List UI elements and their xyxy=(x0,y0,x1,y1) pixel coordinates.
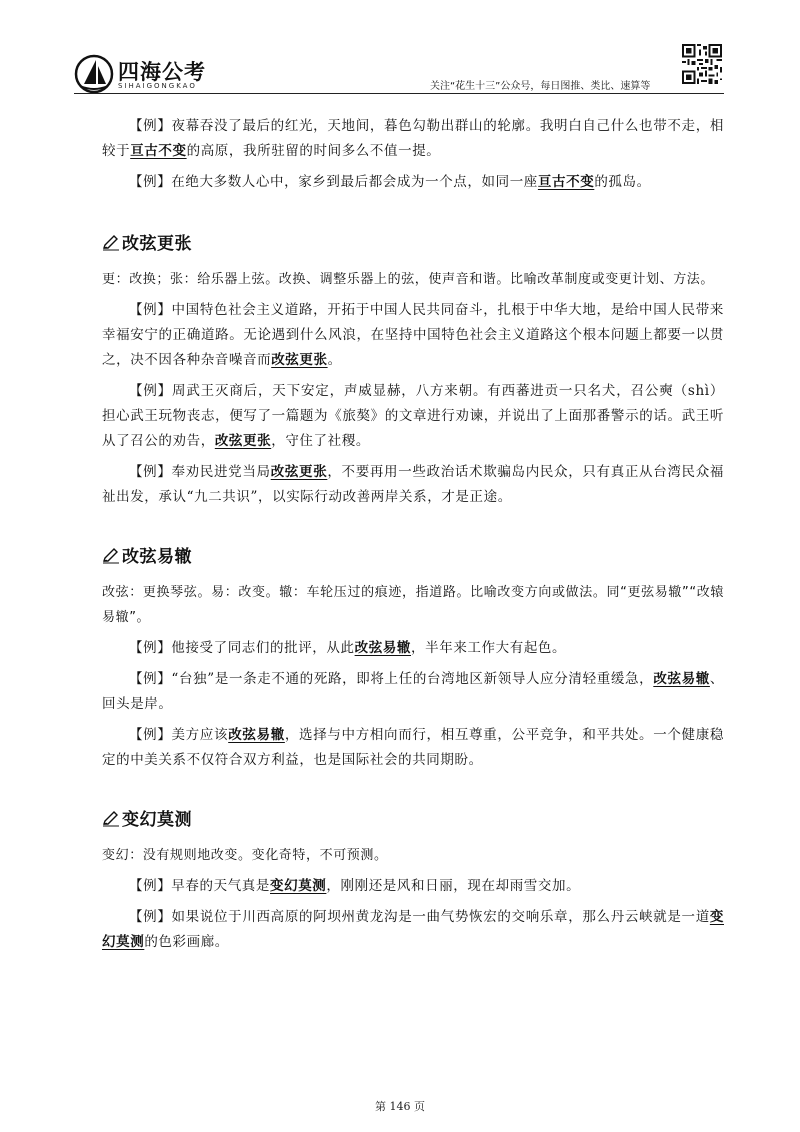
idiom-section xyxy=(102,807,724,955)
example-paragraph: 【例】在绝大多数人心中，家乡到最后都会成为一个点，如同一座亘古不变的孤岛。 xyxy=(129,174,651,190)
example-paragraph: 【例】周武王灭商后，天下安定，声威显赫，八方来朝。有西蕃进贡一只名犬，召公奭（shì）担心武王玩物丧志，便写了一篇题为《旅獒》的文章进行劝谏，并说出了上面那番警示的话。武王听从了召公的劝告，改弦更张，守住了社稷。 xyxy=(102,383,724,449)
logo-subtitle: SIHAIGONGKAO xyxy=(118,82,197,90)
section-title: 变幻莫测 xyxy=(102,807,724,833)
section-title: 改弦更张 xyxy=(102,231,724,257)
qr-code-icon xyxy=(682,44,722,84)
page-number: 第 146 页 xyxy=(375,1100,425,1113)
page-content xyxy=(102,114,724,965)
intro-examples xyxy=(102,114,724,195)
example-paragraph: 【例】夜幕吞没了最后的红光，天地间，暮色勾勒出群山的轮廓。我明白自己什么也带不走，相较于亘古不变的高原，我所驻留的时间多么不值一提。 xyxy=(102,118,724,159)
idiom-keyword: 改弦易辙 xyxy=(653,671,710,687)
pencil-icon xyxy=(102,548,120,564)
idiom-keyword: 改弦更张 xyxy=(270,464,328,480)
example-paragraph: 【例】中国特色社会主义道路，开拓于中国人民共同奋斗，扎根于中华大地，是给中国人民带来幸福安宁的正确道路。无论遇到什么风浪，在坚持中国特色社会主义道路这个根本问题上都要一以贯之，决不因各种杂音噪音而改弦更张。 xyxy=(102,302,724,368)
sailboat-logo-icon xyxy=(74,54,114,94)
idiom-keyword: 亘古不变 xyxy=(537,174,595,190)
example-paragraph: 【例】早春的天气真是变幻莫测，刚刚还是风和日丽，现在却雨雪交加。 xyxy=(129,878,581,894)
definition-paragraph: 更：改换；张：给乐器上弦。改换、调整乐器上的弦，使声音和谐。比喻改革制度或变更计划、方法。 xyxy=(102,272,715,287)
idiom-keyword: 改弦更张 xyxy=(214,433,272,449)
idiom-keyword: 亘古不变 xyxy=(130,143,187,159)
brand-logo xyxy=(74,54,234,98)
example-paragraph: 【例】美方应该改弦易辙，选择与中方相向而行，相互尊重，公平竞争，和平共处。一个健康稳定的中美关系不仅符合双方利益，也是国际社会的共同期盼。 xyxy=(102,727,724,768)
idiom-keyword: 改弦更张 xyxy=(271,352,328,368)
idiom-keyword: 改弦易辙 xyxy=(228,727,285,743)
definition-paragraph: 改弦：更换琴弦。易：改变。辙：车轮压过的痕迹，指道路。比喻改变方向或做法。同“更弦易辙”“改辕易辙”。 xyxy=(102,585,724,625)
header-divider xyxy=(74,93,724,94)
example-paragraph: 【例】奉劝民进党当局改弦更张，不要再用一些政治话术欺骗岛内民众，只有真正从台湾民众福祉出发，承认“九二共识”，以实际行动改善两岸关系，才是正途。 xyxy=(102,464,724,505)
idiom-section xyxy=(102,231,724,510)
definition-paragraph: 变幻：没有规则地改变。变化奇特，不可预测。 xyxy=(102,848,388,863)
idiom-keyword: 变幻莫测 xyxy=(270,878,327,894)
header-slogan: 关注“花生十三”公众号，每日图推、类比、速算等 xyxy=(430,81,651,92)
idiom-keyword: 变幻莫测 xyxy=(102,909,724,950)
pencil-icon xyxy=(102,811,120,827)
idiom-section xyxy=(102,544,724,773)
pencil-icon xyxy=(102,235,120,251)
logo-name: 四海公考 xyxy=(118,60,206,84)
example-paragraph: 【例】如果说位于川西高原的阿坝州黄龙沟是一曲气势恢宏的交响乐章，那么丹云峡就是一道变幻莫测的色彩画廊。 xyxy=(102,909,724,950)
idiom-keyword: 改弦易辙 xyxy=(354,640,412,656)
example-paragraph: 【例】“台独”是一条走不通的死路，即将上任的台湾地区新领导人应分清轻重缓急，改弦易辙、回头是岸。 xyxy=(102,671,725,712)
example-paragraph: 【例】他接受了同志们的批评，从此改弦易辙，半年来工作大有起色。 xyxy=(129,640,567,656)
page-header xyxy=(0,0,800,108)
section-title: 改弦易辙 xyxy=(102,544,724,570)
